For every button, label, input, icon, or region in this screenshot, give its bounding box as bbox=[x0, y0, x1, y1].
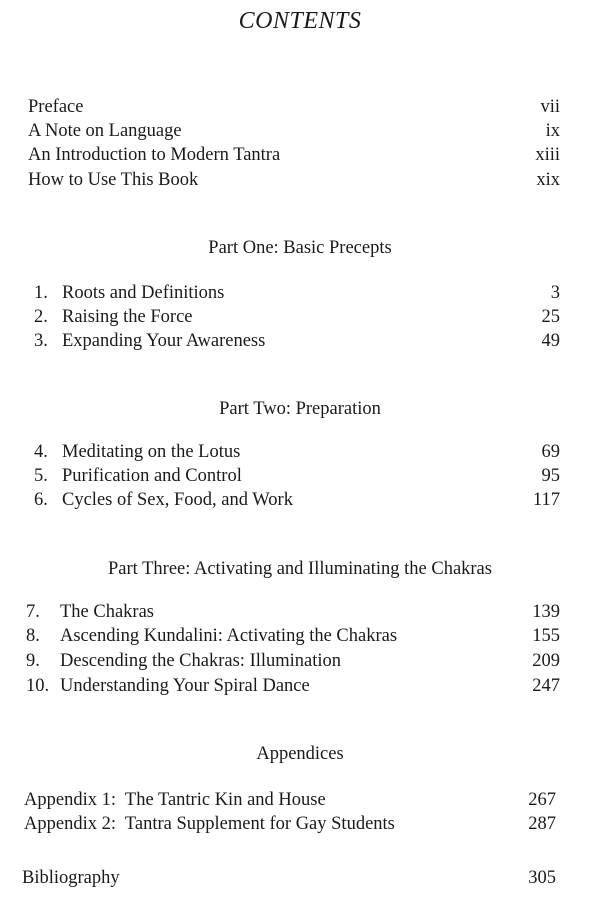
toc-entry-preface[interactable] bbox=[28, 95, 560, 119]
toc-entry-bibliography[interactable] bbox=[22, 866, 556, 890]
toc-entry-how-to-use[interactable] bbox=[28, 168, 560, 192]
entry-label: Raising the Force bbox=[62, 307, 193, 327]
toc-entry-chapter-4[interactable] bbox=[34, 440, 560, 464]
entry-page: vii bbox=[540, 97, 560, 117]
chapter-number: 7. bbox=[26, 602, 40, 622]
entry-label: Appendix 2: Tantra Supplement for Gay Students bbox=[24, 814, 395, 834]
toc-entry-chapter-2[interactable] bbox=[34, 305, 560, 329]
toc-entry-chapter-3[interactable] bbox=[34, 329, 560, 353]
entry-page: 95 bbox=[541, 466, 560, 486]
chapter-number: 9. bbox=[26, 651, 40, 671]
entry-page: 287 bbox=[528, 814, 556, 834]
toc-entry-chapter-1[interactable] bbox=[34, 281, 560, 305]
entry-label: Bibliography bbox=[22, 868, 120, 888]
chapter-number: 3. bbox=[34, 331, 48, 351]
entry-label: Meditating on the Lotus bbox=[62, 442, 241, 462]
entry-page: 305 bbox=[528, 868, 556, 888]
toc-entry-chapter-9[interactable] bbox=[26, 649, 560, 673]
part-one-heading: Part One: Basic Precepts bbox=[208, 238, 392, 258]
chapter-number: 1. bbox=[34, 283, 48, 303]
toc-entry-chapter-6[interactable] bbox=[34, 488, 560, 512]
part-three-heading: Part Three: Activating and Illuminating the Chakras bbox=[108, 559, 492, 579]
entry-page: 247 bbox=[532, 676, 560, 696]
entry-label: Cycles of Sex, Food, and Work bbox=[62, 490, 293, 510]
chapter-number: 8. bbox=[26, 626, 40, 646]
entry-label: An Introduction to Modern Tantra bbox=[28, 145, 281, 165]
toc-entry-chapter-5[interactable] bbox=[34, 464, 560, 488]
toc-entry-appendix-1[interactable] bbox=[24, 788, 556, 812]
entry-label: Expanding Your Awareness bbox=[62, 331, 266, 351]
entry-label: A Note on Language bbox=[28, 121, 182, 141]
chapter-number: 4. bbox=[34, 442, 48, 462]
entry-page: 25 bbox=[541, 307, 560, 327]
toc-entry-note-on-language[interactable] bbox=[28, 119, 560, 143]
page-title: CONTENTS bbox=[238, 8, 362, 34]
entry-page: xiii bbox=[535, 145, 560, 165]
appendices-heading: Appendices bbox=[256, 744, 344, 764]
entry-page: 69 bbox=[541, 442, 560, 462]
entry-page: 267 bbox=[528, 790, 556, 810]
entry-label: Descending the Chakras: Illumination bbox=[60, 651, 342, 671]
entry-page: xix bbox=[536, 170, 560, 190]
entry-page: ix bbox=[545, 121, 560, 141]
chapter-number: 10. bbox=[26, 676, 50, 696]
entry-page: 139 bbox=[532, 602, 560, 622]
entry-label: Purification and Control bbox=[62, 466, 242, 486]
entry-page: 117 bbox=[532, 490, 560, 510]
entry-label: The Chakras bbox=[60, 602, 155, 622]
entry-label: Understanding Your Spiral Dance bbox=[60, 676, 310, 696]
toc-entry-chapter-10[interactable] bbox=[26, 674, 560, 698]
toc-entry-introduction[interactable] bbox=[28, 143, 560, 167]
toc-entry-chapter-8[interactable] bbox=[26, 624, 560, 648]
entry-page: 155 bbox=[532, 626, 560, 646]
entry-page: 209 bbox=[532, 651, 560, 671]
chapter-number: 6. bbox=[34, 490, 48, 510]
entry-label: How to Use This Book bbox=[28, 170, 199, 190]
chapter-number: 5. bbox=[34, 466, 48, 486]
entry-label: Ascending Kundalini: Activating the Chakras bbox=[60, 626, 398, 646]
entry-page: 3 bbox=[550, 283, 560, 303]
chapter-number: 2. bbox=[34, 307, 48, 327]
toc-entry-appendix-2[interactable] bbox=[24, 812, 556, 836]
toc-entry-chapter-7[interactable] bbox=[26, 600, 560, 624]
entry-label: Appendix 1: The Tantric Kin and House bbox=[24, 790, 326, 810]
entry-label: Preface bbox=[28, 97, 84, 117]
part-two-heading: Part Two: Preparation bbox=[219, 399, 381, 419]
entry-label: Roots and Definitions bbox=[62, 283, 225, 303]
entry-page: 49 bbox=[541, 331, 560, 351]
